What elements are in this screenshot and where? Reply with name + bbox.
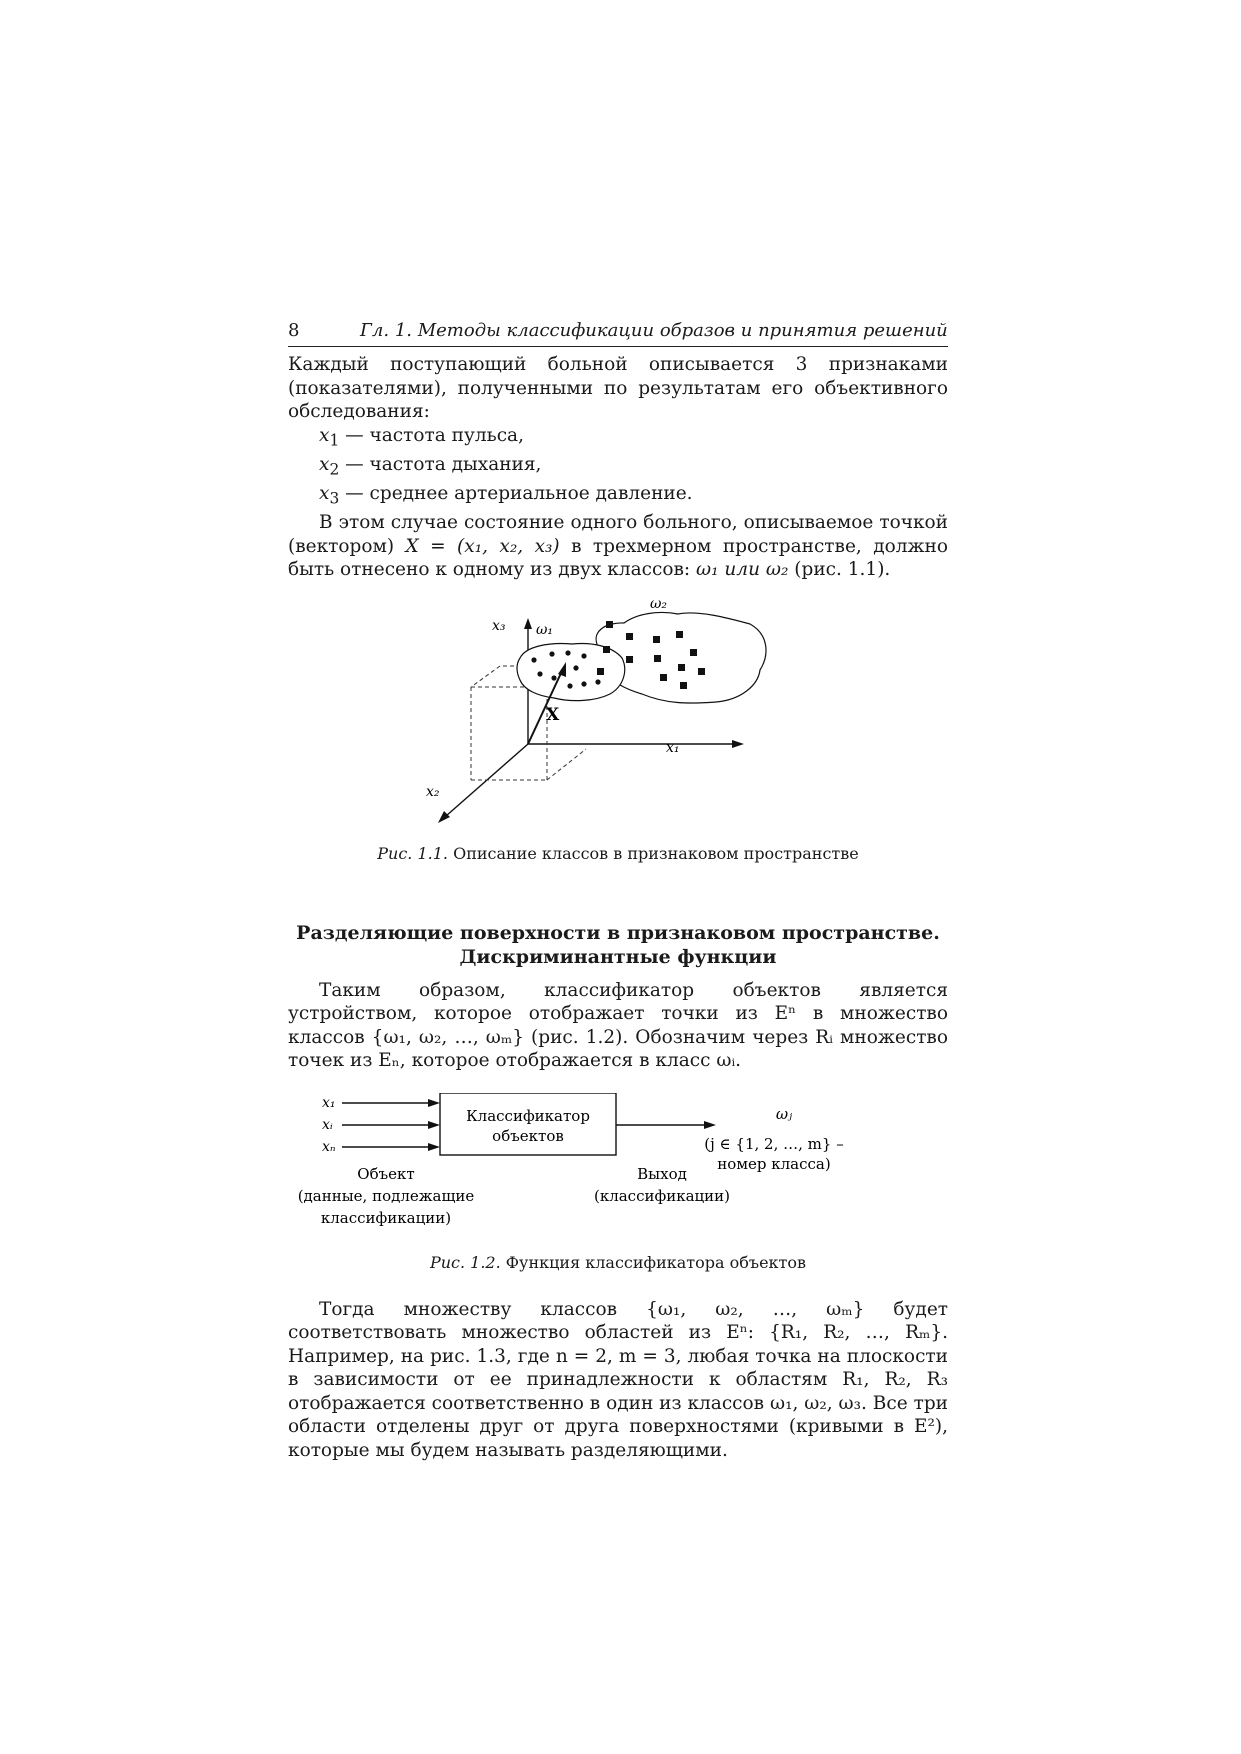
output-index-line-1: (j ∈ {1, 2, …, m} – <box>704 1134 844 1153</box>
axis-x1-label: x₁ <box>666 739 680 756</box>
page <box>288 318 948 1462</box>
running-header <box>288 318 948 347</box>
object-label-1: Объект <box>357 1164 415 1183</box>
intro-paragraph: Каждый поступающий больной описывается 3 признаками (показателями), полученными по результатам его объективного обследования: <box>288 354 948 422</box>
object-label-2: (данные, подлежащие <box>297 1186 475 1205</box>
output-label-2: (классификации) <box>593 1186 731 1205</box>
running-title: Гл. 1. Методы классификации образов и принятия решений <box>360 320 948 341</box>
section-title: Разделяющие поверхности в признаковом пространстве. Дискриминантные функции <box>296 921 940 968</box>
object-label-3: классификации) <box>320 1208 452 1227</box>
output-index-line-2: номер класса) <box>717 1154 831 1173</box>
classifier-paragraph: Таким образом, классификатор объектов является устройством, которое отображает точки из Eⁿ в множество классов {ω₁, ω₂, …, ωₘ} (рис. 1.2). Обозначим через Rᵢ множество точек из Eₙ, которое отображается в класс ωᵢ. <box>288 979 948 1072</box>
feature-item: $x_1$ — частота пульса, <box>319 424 524 450</box>
page-number: 8 <box>288 320 300 341</box>
feature-item: $x_2$ — частота дыхания, <box>319 453 542 479</box>
state-paragraph: В этом случае состояние одного больного, описываемое точкой (вектором) X = (x₁, x₂, x₃) в трехмерном пространстве, должно быть отнесено к одному из двух классов: ω₁ или ω₂ (рис. 1.1). <box>288 512 948 581</box>
input-xn-label: xₙ <box>322 1138 336 1155</box>
omega1-label: ω₁ <box>536 621 554 638</box>
intro-block <box>288 353 948 582</box>
output-label-1: Выход <box>637 1164 687 1183</box>
classifier-box-label-2: объектов <box>492 1126 564 1145</box>
feature-space-diagram <box>288 598 948 838</box>
axis-x3-label: x₃ <box>492 617 506 634</box>
output-omega-j: ωⱼ <box>775 1104 793 1123</box>
figure-1-1-caption: Рис. 1.1. Описание классов в признаковом пространстве <box>377 843 859 863</box>
omega2-label: ω₂ <box>650 597 668 612</box>
classifier-block-diagram <box>288 1093 948 1243</box>
feature-item: $x_3$ — среднее артериальное давление. <box>319 482 693 508</box>
figure-1-1 <box>288 598 948 838</box>
input-xi-label: xᵢ <box>322 1116 333 1133</box>
axis-x2-label: x₂ <box>426 783 440 800</box>
input-x1-label: x₁ <box>322 1094 336 1111</box>
figure-1-2-caption: Рис. 1.2. Функция классификатора объектов <box>429 1252 807 1272</box>
classifier-box-label-1: Классификатор <box>466 1106 590 1125</box>
figure-1-2 <box>288 1093 948 1243</box>
regions-paragraph: Тогда множеству классов {ω₁, ω₂, …, ωₘ} будет соответствовать множество областей из Eⁿ: {R₁, R₂, …, Rₘ}. Например, на рис. 1.3, где n = 2, m = 3, любая точка на плоскости в зависимости от ее принадлежности к областям R₁, R₂, R₃ отображается соответственно в один из классов ω₁, ω₂, ω₃. Все три области отделены друг от друга поверхностями (кривыми в E²), которые мы будем называть разделяющими. <box>288 1298 948 1461</box>
vector-x-label: X <box>546 704 560 725</box>
